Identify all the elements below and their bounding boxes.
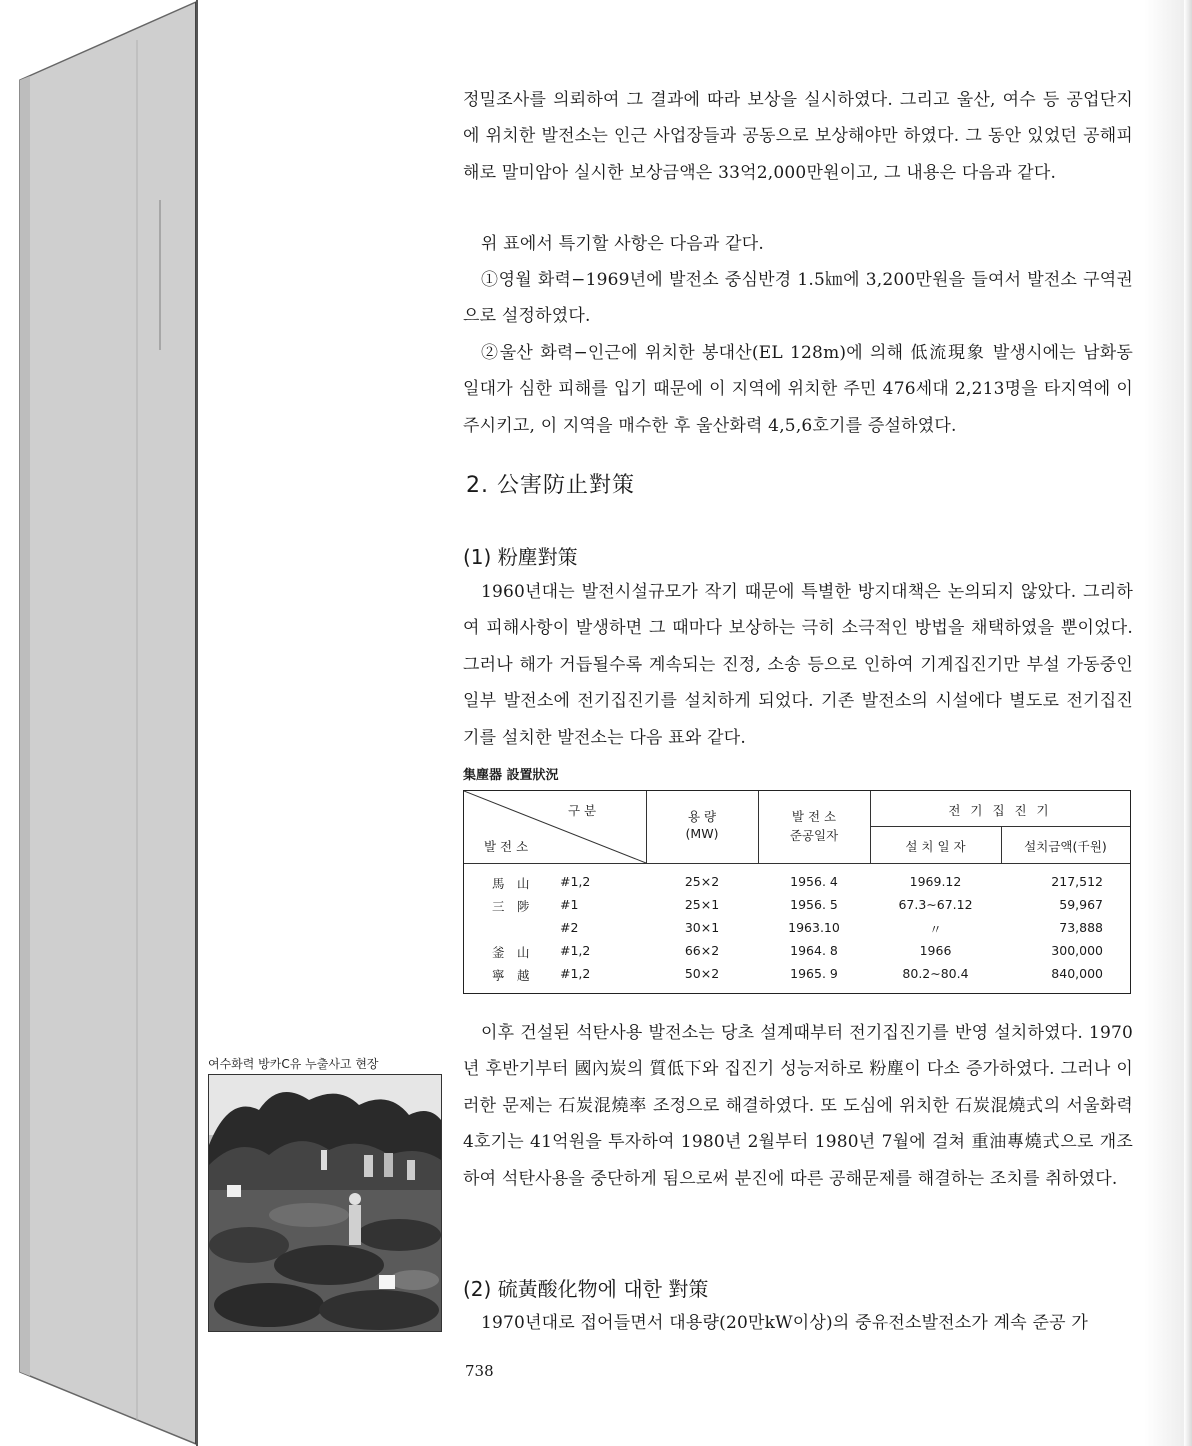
cell-unit: #2 <box>560 920 579 935</box>
paragraph-notable-items: 위 표에서 특기할 사항은 다음과 같다. <box>481 234 764 254</box>
dust-collector-table <box>463 790 1131 994</box>
header-completion-line1: 발 전 소 <box>791 809 837 824</box>
cell-completed: 1965. 9 <box>790 966 838 981</box>
page-number: 738 <box>465 1362 494 1380</box>
cell-install-date: 1969.12 <box>909 874 962 889</box>
cell-cost: 840,000 <box>1051 966 1103 981</box>
cell-install-date: 80.2∼80.4 <box>902 966 969 981</box>
header-category: 구 분 <box>568 803 597 818</box>
cell-cost: 217,512 <box>1051 874 1103 889</box>
paragraph-dust-1960s: 1960년대는 발전시설규모가 작기 때문에 특별한 방지대책은 논의되지 않았다. 그리하여 피해사항이 발생하면 그 때마다 보상하는 극히 소극적인 방법을 채택하였을 뿐이었다. 그러나 해가 거듭될수록 계속되는 진정, 소송 등으로 인하여 기계집진기만 부설 가동중인 일부 발전소에 전기집진기를 설치하게 되었다. 기존 발전소의 시설에다 별도로 전기집진기를 설치한 발전소는 다음 표와 같다. <box>463 582 1133 748</box>
cell-plant: 釜 山 <box>492 945 530 960</box>
cell-unit: #1,2 <box>560 874 591 889</box>
table-divider <box>870 826 1130 827</box>
oil-spill-site-photo <box>208 1074 442 1332</box>
cell-cost: 300,000 <box>1051 943 1103 958</box>
cell-plant: 馬 山 <box>492 876 530 891</box>
cell-plant: 三 陟 <box>492 899 530 914</box>
header-esp-group: 전 기 집 진 기 <box>948 803 1052 818</box>
cell-capacity: 25×1 <box>684 897 720 912</box>
section-heading-pollution-prevention: 2. 公害防止對策 <box>466 473 635 498</box>
cell-cost: 73,888 <box>1059 920 1103 935</box>
book-edge-graphic <box>0 0 200 1446</box>
paragraph-ulsan: ②울산 화력−인근에 위치한 봉대산(EL 128m)에 의해 低流現象 발생시에는 남화동 일대가 심한 피해를 입기 때문에 이 지역에 위치한 주민 476세대 2,213명을 타지역에 이주시키고, 이 지역을 매수한 후 울산화력 4,5,6호기를 증설하였다. <box>463 343 1133 436</box>
header-completion-line2: 준공일자 <box>789 828 839 843</box>
subheading-dust-measures: (1) 粉塵對策 <box>463 545 578 569</box>
header-capacity: 용 량 <box>687 809 717 824</box>
cell-completed: 1956. 4 <box>790 874 838 889</box>
cell-completed: 1963.10 <box>788 920 840 935</box>
page-edge-shadow <box>1184 0 1192 1446</box>
paragraph-compensation-intro: 정밀조사를 의뢰하여 그 결과에 따라 보상을 실시하였다. 그리고 울산, 여수 등 공업단지에 위치한 발전소는 인근 사업장들과 공동으로 보상해야만 하였다. 그 동안 있었던 공해피해로 말미암아 실시한 보상금액은 33억2,000만원이고, 그 내용은 다음과 같다. <box>463 90 1133 183</box>
paragraph-coal-plants: 이후 건설된 석탄사용 발전소는 당초 설계때부터 전기집진기를 반영 설치하였다. 1970년 후반기부터 國內炭의 質低下와 집진기 성능저하로 粉塵이 다소 증가하였다. 그러나 이러한 문제는 石炭混燒率 조정으로 해결하였다. 또 도심에 위치한 石炭混燒式의 서울화력 4호기는 41억원을 투자하여 1980년 2월부터 1980년 7월에 걸쳐 重油專燒式으로 개조하여 석탄사용을 중단하게 됨으로써 분진에 따른 공해문제를 해결하는 조치를 취하였다. <box>463 1023 1133 1189</box>
cell-completed: 1956. 5 <box>790 897 838 912</box>
header-plant: 발 전 소 <box>484 839 529 854</box>
header-install-cost: 설치금액(千원) <box>1024 839 1107 854</box>
cell-unit: #1,2 <box>560 943 591 958</box>
cell-capacity: 25×2 <box>684 874 720 889</box>
cell-install-date: 〃 <box>929 922 942 937</box>
subheading-sulfur-oxides: (2) 硫黃酸化物에 대한 對策 <box>463 1277 709 1301</box>
header-install-date: 설 치 일 자 <box>905 839 966 854</box>
cell-install-date: 67.3∼67.12 <box>898 897 973 912</box>
cell-unit: #1 <box>560 897 579 912</box>
paragraph-1970s-oil-plants: 1970년대로 접어들면서 대용량(20만kW이상)의 중유전소발전소가 계속 준공 가 <box>481 1313 1088 1333</box>
cell-completed: 1964. 8 <box>790 943 838 958</box>
cell-plant: 寧 越 <box>492 968 530 983</box>
photo-caption: 여수화력 방카C유 누출사고 현장 <box>208 1057 379 1071</box>
table-caption: 集塵器 設置狀況 <box>463 768 559 783</box>
cell-capacity: 30×1 <box>684 920 720 935</box>
cell-install-date: 1966 <box>919 943 952 958</box>
cell-capacity: 50×2 <box>684 966 720 981</box>
paragraph-yeongwol: ①영월 화력−1969년에 발전소 중심반경 1.5㎞에 3,200만원을 들여서 발전소 구역권으로 설정하였다. <box>463 270 1133 327</box>
cell-cost: 59,967 <box>1059 897 1103 912</box>
cell-unit: #1,2 <box>560 966 591 981</box>
cell-capacity: 66×2 <box>684 943 720 958</box>
header-capacity-unit: (MW) <box>685 826 719 841</box>
